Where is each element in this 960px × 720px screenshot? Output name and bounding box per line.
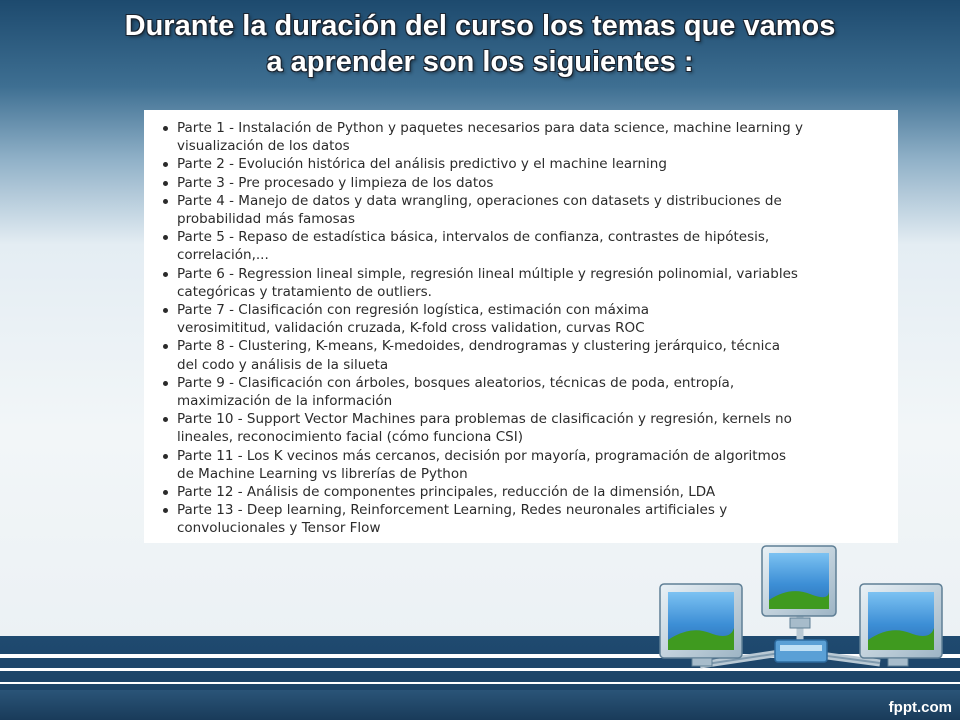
topics-panel [144,110,898,543]
topic-item: Parte 8 - Clustering, K-means, K-medoides, dendrogramas y clustering jerárquico, técnica del codo y análisis de la silueta [177,337,882,373]
monitor-right [860,584,942,666]
topic-item: Parte 7 - Clasificación con regresión logística, estimación con máxima verosimititud, validación cruzada, K-fold cross validation, curvas ROC [177,301,882,337]
monitor-left [660,584,742,666]
monitor-center [762,546,836,628]
computer-network-icon [640,540,950,690]
network-hub [775,640,827,662]
topic-item: Parte 1 - Instalación de Python y paquetes necesarios para data science, machine learning y visualización de los datos [177,119,882,155]
topic-item: Parte 9 - Clasificación con árboles, bosques aleatorios, técnicas de poda, entropía, maximización de la información [177,374,882,410]
topic-item: Parte 11 - Los K vecinos más cercanos, decisión por mayoría, programación de algoritmos de Machine Learning vs librerías de Python [177,447,882,483]
fppt-watermark: fppt.com [888,699,952,716]
topic-item: Parte 2 - Evolución histórica del análisis predictivo y el machine learning [177,155,882,173]
topic-item: Parte 3 - Pre procesado y limpieza de los datos [177,174,882,192]
topic-item: Parte 13 - Deep learning, Reinforcement Learning, Redes neuronales artificiales y convolucionales y Tensor Flow [177,501,882,537]
footer-floor [0,690,960,720]
slide-title-line-1: Durante la duración del curso los temas que vamos [124,10,836,42]
topic-item: Parte 10 - Support Vector Machines para problemas de clasificación y regresión, kernels no lineales, reconocimiento facial (cómo funciona CSI) [177,410,882,446]
topic-item: Parte 5 - Repaso de estadística básica, intervalos de confianza, contrastes de hipótesis, correlación,... [177,228,882,264]
topic-item: Parte 4 - Manejo de datos y data wrangling, operaciones con datasets y distribuciones de probabilidad más famosas [177,192,882,228]
topics-list [160,119,882,538]
slide-title [0,8,960,80]
topic-item: Parte 6 - Regression lineal simple, regresión lineal múltiple y regresión polinomial, variables categóricas y tratamiento de outliers. [177,265,882,301]
slide-title-line-2: a aprender son los siguientes : [266,46,694,78]
topic-item: Parte 12 - Análisis de componentes principales, reducción de la dimensión, LDA [177,483,882,501]
